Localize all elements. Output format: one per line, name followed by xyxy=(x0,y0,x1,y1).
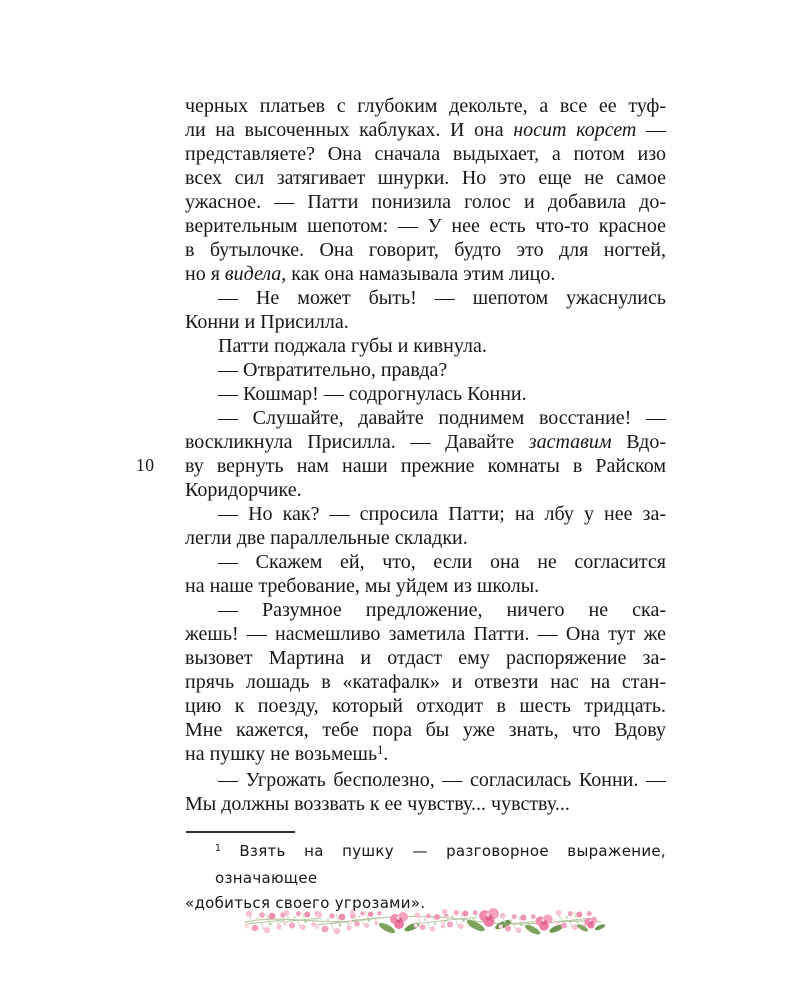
text-line: жешь! — насмешливо заметила Патти. — Она тут же xyxy=(185,623,666,645)
text-line: прячь лошадь в «катафалк» и отвезти нас на стан- xyxy=(185,671,666,693)
text-line: — Кошмар! — содрогнулась Конни. xyxy=(218,383,527,405)
text-line: — Но как? — спросила Патти; на лбу у нее за- xyxy=(218,503,666,525)
body-text xyxy=(185,94,666,816)
text-line: на наше требование, мы уйдем из школы. xyxy=(185,575,540,597)
text-line: но я видела, как она намазывала этим лицо. xyxy=(185,263,556,285)
text-line: ужасное. — Патти понизила голос и добавила до- xyxy=(185,191,666,213)
text-line: ву вернуть нам наши прежние комнаты в Райском xyxy=(185,455,666,477)
text-line: представляете? Она сначала выдыхает, а потом изо xyxy=(185,143,666,165)
text-line: воскликнула Присилла. — Давайте заставим Вдо- xyxy=(185,431,666,453)
text-line: $^1$ Взять на пушку — разговорное выражение, означающее xyxy=(215,842,666,887)
text-line: — Разумное предложение, ничего не ска- xyxy=(218,599,666,621)
text-line: черных платьев с глубоким декольте, а все ее туф- xyxy=(185,95,666,117)
text-line: Конни и Присилла. xyxy=(185,311,349,333)
text-line: верительным шепотом: — У нее есть что-то красное xyxy=(185,215,666,237)
text-line: Мне кажется, тебе пора бы уже знать, что Вдову xyxy=(185,719,666,741)
text-line: — Отвратительно, правда? xyxy=(218,359,448,381)
floral-ornament-icon xyxy=(243,896,605,946)
text-line: Мы должны воззвать к ее чувству... чувству... xyxy=(185,793,570,815)
text-line: — Угрожать бесполезно, — согласилась Конни. — xyxy=(218,769,666,791)
footnote-separator xyxy=(186,831,295,833)
text-line: легли две параллельные складки. xyxy=(185,527,468,549)
text-line: Патти поджала губы и кивнула. xyxy=(218,335,487,357)
text-line: цию к поезду, который отходит в шесть тридцать. xyxy=(185,695,666,717)
text-line: всех сил затягивает шнурки. Но это еще не самое xyxy=(185,167,666,189)
text-line: — Слушайте, давайте поднимем восстание! — xyxy=(218,407,666,429)
page-number: 10 xyxy=(136,455,155,475)
text-line: — Не может быть! — шепотом ужаснулись xyxy=(218,287,666,309)
text-line: в бутылочке. Она говорит, будто это для ногтей, xyxy=(185,239,666,261)
text-line: на пушку не возьмешь$^1$. xyxy=(185,742,389,765)
text-line: ли на высоченных каблуках. И она носит корсет — xyxy=(185,119,666,141)
text-line: Коридорчике. xyxy=(185,479,302,501)
text-line: — Скажем ей, что, если она не согласится xyxy=(218,551,666,573)
text-line: «добиться своего угрозами». xyxy=(185,894,426,912)
text-line: вызовет Мартина и отдаст ему распоряжение за- xyxy=(185,647,666,669)
